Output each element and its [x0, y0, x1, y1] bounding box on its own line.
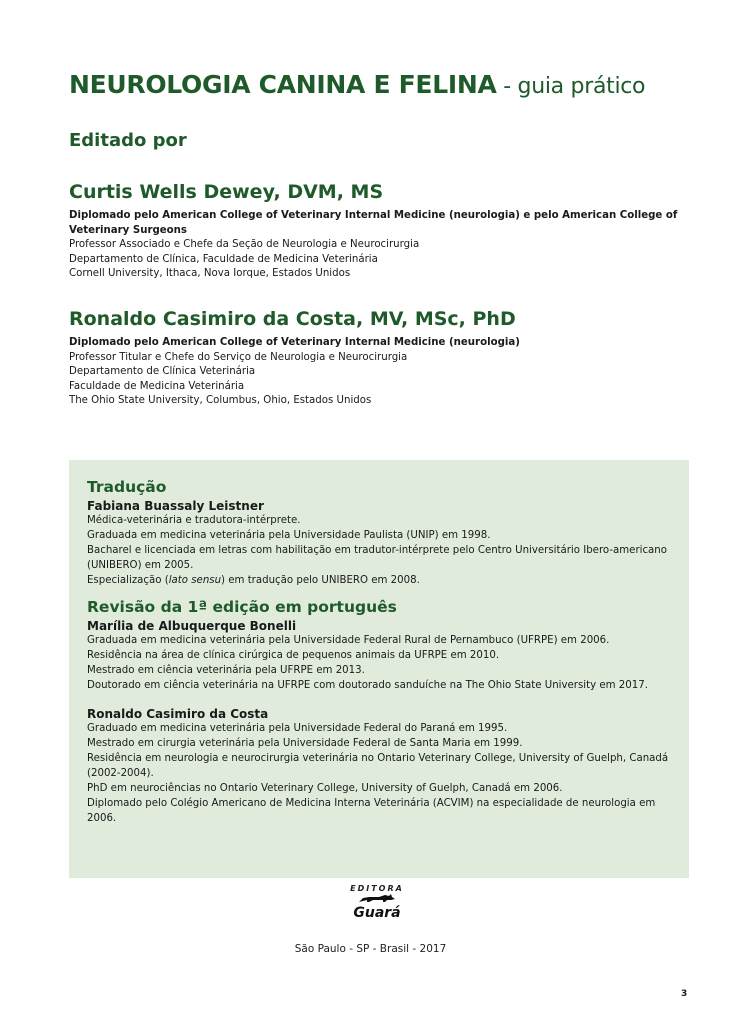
page-number: 3	[681, 989, 688, 999]
editor-name: Ronaldo Casimiro da Costa, MV, MSc, PhD	[69, 308, 516, 330]
reviewer-line: Diplomado pelo Colégio Americano de Medicina Interna Veterinária (ACVIM) na especialidade de neurologia em 2006.	[87, 798, 656, 824]
reviewer-line: Mestrado em cirurgia veterinária pela Universidade Federal de Santa Maria em 1999.	[87, 738, 523, 749]
logo-bottom-text: Guará	[353, 905, 401, 921]
book-subtitle: - guia prático	[496, 74, 646, 99]
reviewer-line: Graduado em medicina veterinária pela Universidade Federal do Paraná em 1995.	[87, 723, 508, 734]
translator-line: Graduada em medicina veterinária pela Universidade Paulista (UNIP) em 1998.	[87, 530, 491, 541]
translator-line: Médica-veterinária e tradutora-intérprete.	[87, 515, 301, 526]
editor-name: Curtis Wells Dewey, DVM, MS	[69, 181, 384, 203]
editor-position: Professor Titular e Chefe do Serviço de Neurologia e Neurocirurgia	[69, 351, 408, 363]
translator-name: Fabiana Buassaly Leistner	[87, 499, 264, 513]
reviewer-line: Residência na área de clínica cirúrgica de pequenos animais da UFRPE em 2010.	[87, 650, 500, 661]
editor-department: Departamento de Clínica Veterinária	[69, 366, 256, 377]
translator-specialization	[87, 573, 677, 588]
editor-dewey	[69, 181, 699, 282]
reviewer-line: Graduada em medicina veterinária pela Universidade Federal Rural de Pernambuco (UFRPE) em 2006.	[87, 635, 610, 646]
publication-place: São Paulo - SP - Brasil - 2017	[294, 943, 447, 955]
editor-diploma: Diplomado pelo American College of Veterinary Internal Medicine (neurologia) e pelo American College of Veterinary Surgeons	[69, 210, 678, 236]
revision-heading: Revisão da 1ª edição em português	[87, 598, 397, 616]
wolf-silhouette-icon	[345, 893, 409, 903]
reviewer-line: PhD em neurociências no Ontario Veterinary College, University of Guelph, Canadá em 2006.	[87, 783, 563, 794]
spec-italic: lato sensu	[168, 575, 222, 586]
spec-text: Especialização (	[87, 575, 169, 586]
reviewer-name: Marília de Albuquerque Bonelli	[87, 619, 297, 633]
reviewer-name: Ronaldo Casimiro da Costa	[87, 707, 269, 721]
credits-box	[69, 460, 689, 878]
editor-institution: Cornell University, Ithaca, Nova Iorque, Estados Unidos	[69, 268, 351, 279]
editor-department: Departamento de Clínica, Faculdade de Medicina Veterinária	[69, 253, 378, 265]
publisher-logo	[345, 884, 409, 930]
edited-by-heading: Editado por	[69, 130, 187, 151]
editor-diploma: Diplomado pelo American College of Veterinary Internal Medicine (neurologia)	[69, 337, 520, 348]
reviewer-line: Doutorado em ciência veterinária na UFRPE com doutorado sanduíche na The Ohio State University em 2017.	[87, 680, 648, 691]
spec-text: ) em tradução pelo UNIBERO em 2008.	[221, 575, 420, 586]
editor-costa	[69, 308, 699, 409]
book-title	[69, 70, 645, 99]
editor-institution: The Ohio State University, Columbus, Ohio, Estados Unidos	[69, 395, 372, 406]
translation-heading: Tradução	[87, 478, 167, 496]
editor-position: Professor Associado e Chefe da Seção de Neurologia e Neurocirurgia	[69, 239, 420, 250]
reviewer-line: Mestrado em ciência veterinária pela UFRPE em 2013.	[87, 665, 365, 676]
reviewer-line: Residência em neurologia e neurocirurgia veterinária no Ontario Veterinary College, University of Guelph, Canadá (2002-2004).	[87, 753, 669, 779]
translator-line: Bacharel e licenciada em letras com habilitação em tradutor-intérprete pelo Centro Universitário Ibero-americano (UNIBERO) em 2005.	[87, 545, 667, 571]
book-title-main: NEUROLOGIA CANINA E FELINA	[69, 70, 497, 99]
editor-faculty: Faculdade de Medicina Veterinária	[69, 380, 245, 392]
logo-top-text: EDITORA	[350, 884, 404, 893]
